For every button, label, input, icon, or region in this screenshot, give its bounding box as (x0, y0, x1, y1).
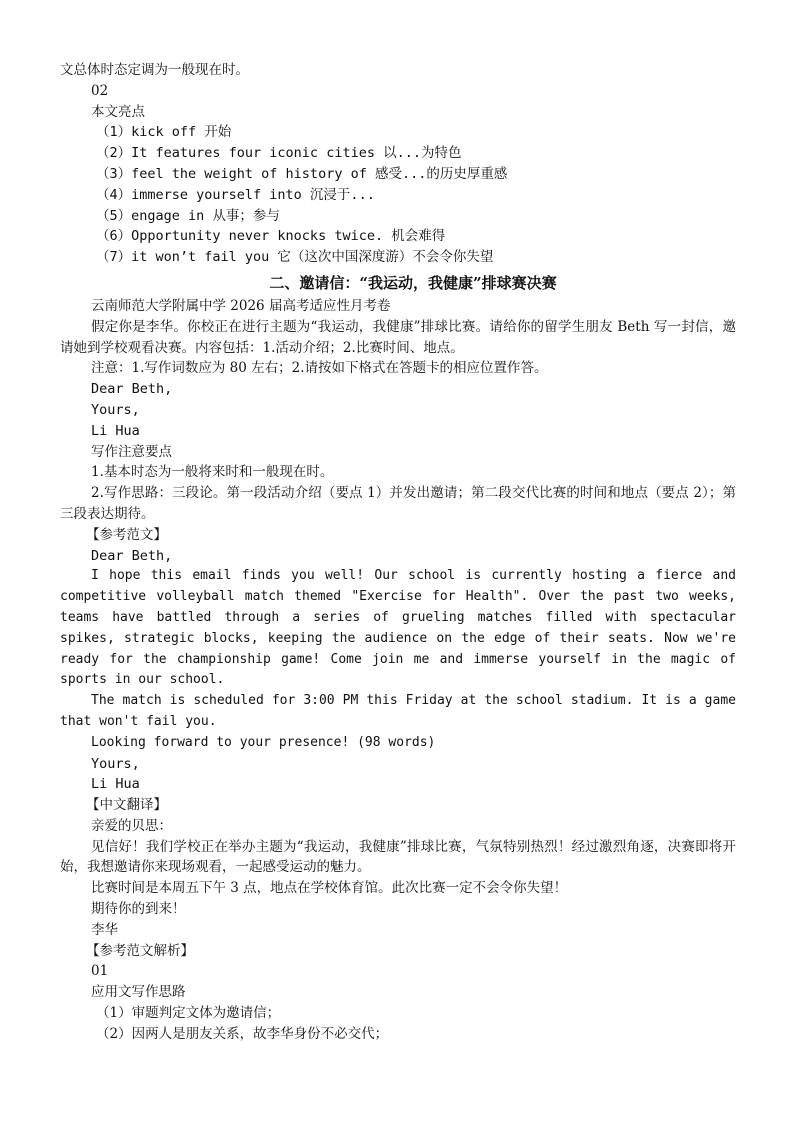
translation-greeting: 亲爱的贝思： (91, 817, 172, 834)
model-essay-title: 【参考范文】 (86, 526, 167, 543)
format-signature: Li Hua (91, 422, 140, 439)
tense-note: 文总体时态定调为一般现在时。 (60, 62, 249, 78)
highlight-item: （4）immerse yourself into 沉浸于... (96, 186, 375, 203)
translation-title: 【中文翻译】 (86, 797, 167, 814)
analysis-point: （2）因两人是朋友关系，故李华身份不必交代； (96, 1025, 389, 1042)
analysis-subtitle: 应用文写作思路 (91, 984, 186, 1001)
highlight-item: （2）It features four iconic cities 以...为特色 (96, 145, 462, 162)
highlight-item: （3）feel the weight of history of 感受...的历史厚重感 (96, 165, 508, 182)
key-point: 1.基本时态为一般将来时和一般现在时。 (91, 464, 334, 481)
highlight-item: （5）engage in 从事；参与 (96, 207, 280, 224)
writing-note: 注意：1.写作词数应为 80 左右；2.请按如下格式在答题卡的相应位置作答。 (91, 360, 548, 377)
model-paragraph: I hope this email finds you well! Our school is currently hosting a fierce and competitive volleyball match themed "Exercise for Health". Over the past two weeks, teams have battled through a series of grueling matches filled with spectacular spikes, strategic blocks, keeping the audience on the edge of their seats. Now we're ready for the championship game! Come join me and immerse yourself in the magic of sports in our school. (60, 568, 744, 688)
model-greeting: Dear Beth, (91, 547, 173, 564)
translation-paragraph: 见信好！我们学校正在举办主题为“我运动，我健康”排球比赛，气氛特别热烈！经过激烈角逐，决赛即将开始，我想邀请你来现场观看，一起感受运动的魅力。 (60, 838, 736, 876)
translation-signature: 李华 (91, 921, 118, 938)
key-point: 2.写作思路：三段论。第一段活动介绍（要点 1）并发出邀请；第二段交代比赛的时间和地点（要点 2）；第三段表达期待。 (60, 485, 736, 522)
model-signature: Li Hua (91, 776, 140, 793)
highlight-item: （7）it won’t fail you 它（这次中国深度游）不会令你失望 (96, 249, 494, 266)
format-greeting: Dear Beth, (91, 381, 173, 398)
analysis-point: （1）审题判定文体为邀请信； (96, 1005, 281, 1022)
section-number-02: 02 (91, 82, 109, 99)
translation-paragraph: 期待你的到来！ (91, 901, 186, 918)
analysis-number: 01 (91, 963, 109, 980)
section-heading: 二、邀请信：“我运动，我健康”排球赛决赛 (269, 273, 557, 292)
highlight-item: （1）kick off 开始 (96, 124, 232, 141)
translation-paragraph: 比赛时间是本周五下午 3 点，地点在学校体育馆。此次比赛一定不会令你失望！ (91, 880, 568, 897)
highlights-title: 本文亮点 (91, 103, 145, 120)
model-paragraph: Looking forward to your presence! (98 words) (91, 734, 436, 750)
key-points-title: 写作注意要点 (91, 443, 172, 460)
writing-prompt: 假定你是李华。你校正在进行主题为“我运动，我健康”排球比赛。请给你的留学生朋友 Beth 写一封信，邀请她到学校观看决赛。内容包括：1.活动介绍；2.比赛时间、地点。 (60, 318, 736, 356)
document-page (60, 60, 744, 1045)
analysis-title: 【参考范文解析】 (86, 942, 194, 959)
exam-source: 云南师范大学附属中学 2026 届高考适应性月考卷 (91, 297, 391, 314)
format-closing: Yours, (91, 401, 140, 418)
highlight-item: （6）Opportunity never knocks twice. 机会难得 (96, 228, 446, 245)
model-closing: Yours, (91, 755, 140, 772)
model-paragraph: The match is scheduled for 3:00 PM this Friday at the school stadium. It is a game that won't fail you. (60, 693, 744, 729)
